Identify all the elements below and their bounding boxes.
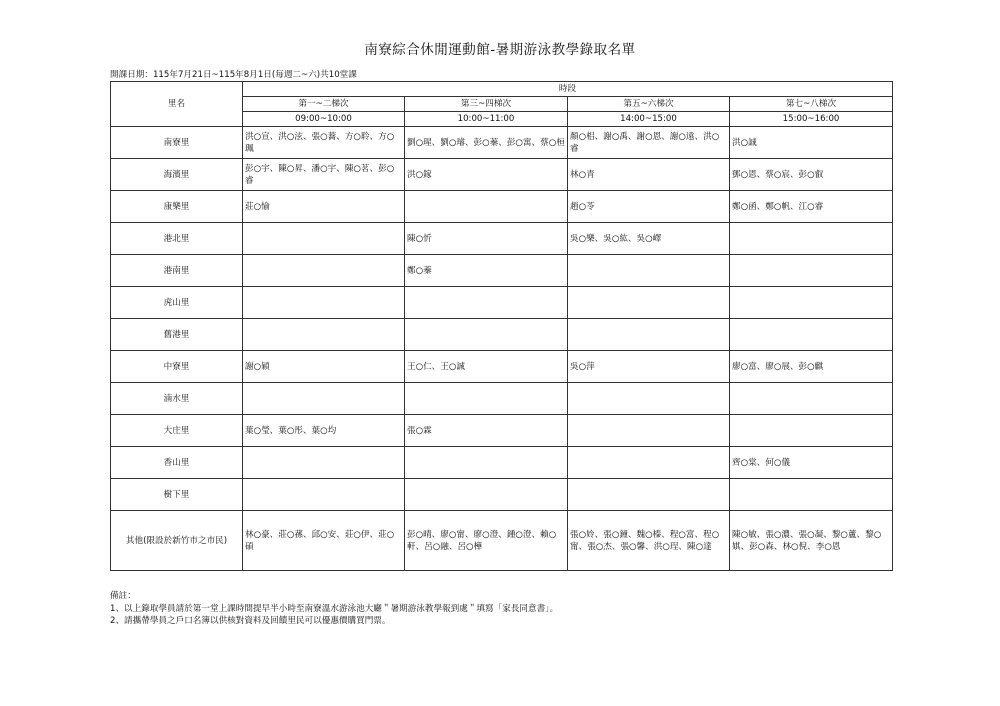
enrollee-names: 廖○富、廖○展、彭○麒 xyxy=(730,351,893,383)
enrollee-names: 葉○瑩、葉○彤、葉○均 xyxy=(243,415,405,447)
village-name: 大庄里 xyxy=(111,415,243,447)
session-time: 15:00~16:00 xyxy=(730,112,893,127)
table-row xyxy=(111,159,893,191)
table-row xyxy=(111,447,893,479)
enrollee-names xyxy=(568,383,730,415)
enrollee-names xyxy=(243,223,405,255)
table-row xyxy=(111,287,893,319)
session-label: 第七~八梯次 xyxy=(730,97,893,112)
table-row xyxy=(111,479,893,511)
page-title: 南寮綜合休閒運動館-暑期游泳教學錄取名單 xyxy=(364,42,636,58)
village-name: 湳水里 xyxy=(111,383,243,415)
table-row xyxy=(111,415,893,447)
village-name: 舊港里 xyxy=(111,319,243,351)
village-name: 香山里 xyxy=(111,447,243,479)
enrollee-names xyxy=(568,479,730,511)
enrollee-names xyxy=(568,319,730,351)
enrollee-names xyxy=(730,287,893,319)
table-row xyxy=(111,191,893,223)
enrollee-names xyxy=(730,223,893,255)
enrollee-names xyxy=(730,383,893,415)
table-row xyxy=(111,255,893,287)
session-time: 09:00~10:00 xyxy=(243,112,405,127)
enrollee-names xyxy=(730,255,893,287)
course-dates: 開課日期：115年7月21日~115年8月1日(每週二~六)共10堂課 xyxy=(110,70,357,80)
note-item: 1、以上錄取學員請於第一堂上課時間提早半小時至南寮溫水游泳池大廳＂暑期游泳教學報到處＂填寫「家長同意書」。 xyxy=(110,603,559,614)
village-column-header: 里名 xyxy=(111,82,243,127)
enrollee-names xyxy=(730,479,893,511)
header-row-period xyxy=(111,82,893,97)
enrollee-names: 陳○忻 xyxy=(405,223,568,255)
session-time: 10:00~11:00 xyxy=(405,112,568,127)
enrollee-names: 吳○萍 xyxy=(568,351,730,383)
enrollee-names xyxy=(243,287,405,319)
enrollee-names xyxy=(730,415,893,447)
village-name: 虎山里 xyxy=(111,287,243,319)
session-label: 第三~四梯次 xyxy=(405,97,568,112)
table-row xyxy=(111,351,893,383)
note-item: 2、請攜帶學員之戶口名簿以供核對資料及回饋里民可以優惠價購買門票。 xyxy=(110,616,391,626)
enrollee-names: 林○豪、莊○蓀、邱○安、莊○伊、莊○碩 xyxy=(243,511,405,571)
enrollee-names: 洪○宣、洪○泫、張○蕎、方○聆、方○珮 xyxy=(243,127,405,159)
village-name: 樹下里 xyxy=(111,479,243,511)
enrollee-names: 王○仁、王○誠 xyxy=(405,351,568,383)
enrollee-names: 張○姈、張○鐘、魏○榛、程○富、程○甯、張○杰、張○馨、洪○珵、陳○達 xyxy=(568,511,730,571)
village-name: 港南里 xyxy=(111,255,243,287)
enrollee-names: 鄭○蓁 xyxy=(405,255,568,287)
village-name: 港北里 xyxy=(111,223,243,255)
enrollee-names xyxy=(568,287,730,319)
enrollee-names: 彭○宇、陳○昇、潘○宇、陳○茗、彭○睿 xyxy=(243,159,405,191)
enrollee-names xyxy=(243,447,405,479)
village-name: 南寮里 xyxy=(111,127,243,159)
enrollee-names: 林○青 xyxy=(568,159,730,191)
enrollee-names: 張○霖 xyxy=(405,415,568,447)
session-label: 第五~六梯次 xyxy=(568,97,730,112)
enrollee-names xyxy=(243,255,405,287)
table-row-other xyxy=(111,511,893,571)
enrollee-names xyxy=(568,447,730,479)
enrollee-names: 陳○敏、張○濃、張○凝、黎○蘆、黎○娸、彭○森、林○倪、李○恩 xyxy=(730,511,893,571)
enrollee-names xyxy=(405,319,568,351)
enrollee-names xyxy=(405,383,568,415)
enrollee-names: 鄭○函、鄭○帆、江○睿 xyxy=(730,191,893,223)
enrollee-names: 莊○愉 xyxy=(243,191,405,223)
enrollee-names: 洪○鎵 xyxy=(405,159,568,191)
enrollee-names xyxy=(405,287,568,319)
table-row xyxy=(111,383,893,415)
enrollee-names xyxy=(730,319,893,351)
enrollee-names xyxy=(243,383,405,415)
enrollee-names: 趙○苓 xyxy=(568,191,730,223)
enrollee-names xyxy=(568,255,730,287)
village-name: 海濱里 xyxy=(111,159,243,191)
notes xyxy=(110,590,558,628)
notes-heading: 備註： xyxy=(110,591,136,601)
enrollee-names: 顏○梠、謝○禹、謝○恩、謝○遠、洪○睿 xyxy=(568,127,730,159)
enrollee-names: 彭○晴、廖○甯、廖○澄、鍾○澄、賴○軒、呂○融、呂○樺 xyxy=(405,511,568,571)
enrollee-names xyxy=(405,191,568,223)
enrollee-names: 吳○樂、吳○紘、吳○嶧 xyxy=(568,223,730,255)
table-row xyxy=(111,127,893,159)
enrollee-names xyxy=(405,479,568,511)
table-row xyxy=(111,223,893,255)
enrollee-names xyxy=(568,415,730,447)
enrollee-names: 謝○穎 xyxy=(243,351,405,383)
enrollee-names: 齊○棠、何○儀 xyxy=(730,447,893,479)
village-name: 康樂里 xyxy=(111,191,243,223)
enrollee-names: 劉○瑆、劉○璿、彭○蓁、彭○寓、蔡○桓 xyxy=(405,127,568,159)
enrollee-names: 鄧○恩、蔡○宸、彭○叡 xyxy=(730,159,893,191)
period-group-header: 時段 xyxy=(243,82,893,97)
admission-table xyxy=(110,81,893,571)
village-name: 中寮里 xyxy=(111,351,243,383)
session-time: 14:00~15:00 xyxy=(568,112,730,127)
enrollee-names: 洪○誠 xyxy=(730,127,893,159)
village-name: 其他(限設於新竹市之市民) xyxy=(111,511,243,571)
enrollee-names xyxy=(243,479,405,511)
enrollee-names xyxy=(405,447,568,479)
session-label: 第一~二梯次 xyxy=(243,97,405,112)
enrollee-names xyxy=(243,319,405,351)
table-row xyxy=(111,319,893,351)
